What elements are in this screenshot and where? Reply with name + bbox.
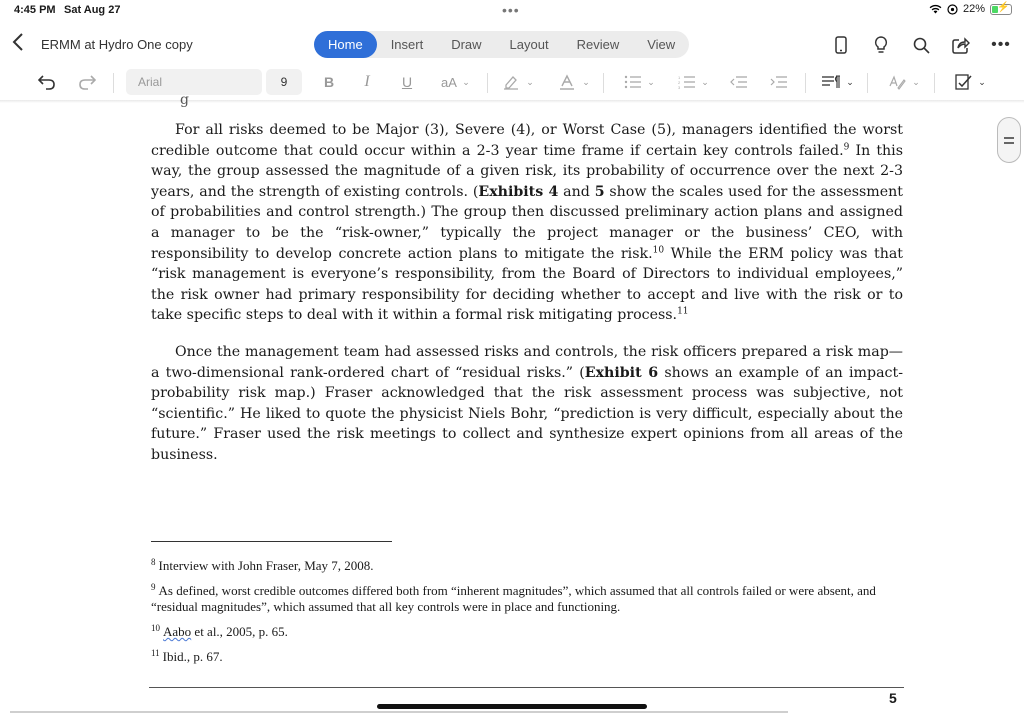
increase-indent-button[interactable] xyxy=(768,66,790,98)
text-run: shows an example of an impact-probability risk map.) Fraser acknowledged that the risk assessment process was subjective, not “scientific.” He liked to quote the physicist Niels Bohr, “prediction is very difficult, especially about the future.” Fraser used the risk meetings to collect and synthesize expert opinions from all areas of the business. xyxy=(151,364,903,463)
page-footer-rule xyxy=(149,687,904,688)
tab-review[interactable]: Review xyxy=(576,37,620,52)
tab-draw[interactable]: Draw xyxy=(451,37,482,52)
toolbar-shadow xyxy=(0,100,1024,103)
exhibit-ref: Exhibit 6 xyxy=(584,364,659,381)
text-run: In this way, the group assessed the magnitude of a given risk, its probability of occurrence over the next 2-3 years, and the strength of existing controls. ( xyxy=(151,142,904,200)
chevron-down-icon: ⌄ xyxy=(701,76,709,87)
redo-button[interactable] xyxy=(74,66,100,98)
lightbulb-icon xyxy=(874,36,888,54)
svg-text:2: 2 xyxy=(678,80,681,85)
status-indicators xyxy=(929,3,1012,15)
share-button[interactable] xyxy=(948,33,974,57)
highlight-button[interactable] xyxy=(500,66,522,98)
undo-button[interactable] xyxy=(34,66,60,98)
svg-text:3: 3 xyxy=(678,85,681,89)
page-number: 5 xyxy=(889,690,897,706)
highlighter-icon xyxy=(503,74,519,90)
exhibit-ref: 5 xyxy=(594,183,605,200)
document-title[interactable]: ERMM at Hydro One copy xyxy=(41,37,193,52)
footnote-text: et al., 2005, p. 65. xyxy=(191,624,288,639)
text-run: and xyxy=(558,183,595,200)
bullets-button[interactable] xyxy=(622,66,644,98)
chevron-down-icon: ⌄ xyxy=(526,76,534,87)
toolbar-divider xyxy=(113,73,114,93)
text-run: Once the management team had assessed risks and controls, the risk officers prepared a risk map—a two-dimensional rank-ordered chart of “residual risks.” ( xyxy=(151,344,903,381)
indent-icon xyxy=(770,75,788,89)
status-time: 4:45 PM xyxy=(14,4,56,16)
body-paragraph[interactable] xyxy=(151,342,903,466)
share-icon xyxy=(952,37,970,54)
editor-check-icon xyxy=(953,73,973,91)
chevron-down-icon: ⌄ xyxy=(912,76,920,87)
battery-icon: ⚡ xyxy=(990,4,1012,15)
app-header xyxy=(0,28,1024,62)
font-name-field[interactable]: Arial xyxy=(126,69,262,95)
chevron-down-icon: ⌄ xyxy=(462,76,470,87)
footnote[interactable] xyxy=(151,649,903,665)
chevron-left-icon xyxy=(12,32,24,52)
footnote-ref[interactable]: 10 xyxy=(652,244,665,255)
italic-button[interactable]: I xyxy=(364,73,370,90)
footnote-number: 10 xyxy=(151,622,160,633)
paragraph-format-button[interactable] xyxy=(820,66,842,98)
page-edge xyxy=(10,711,788,713)
footnote[interactable] xyxy=(151,558,903,574)
text-run: show the scales used for the assessment of probabilities and control strength.) The group then discussed preliminary action plans and assigned a manager to be the “risk-owner,” typically the project manager or the business’ CEO, with responsibility to develop concrete action plans to mitigate the risk. xyxy=(151,183,903,262)
formatting-toolbar xyxy=(0,66,1024,98)
home-indicator[interactable] xyxy=(377,704,647,709)
search-button[interactable] xyxy=(908,33,934,57)
toolbar-divider xyxy=(603,73,604,93)
footnote[interactable] xyxy=(151,624,903,640)
footnote-number: 8 xyxy=(151,556,156,567)
underline-button[interactable]: U xyxy=(401,74,413,90)
document-page[interactable] xyxy=(0,92,1024,715)
footnote-text: Interview with John Fraser, May 7, 2008. xyxy=(158,558,374,573)
wifi-icon xyxy=(929,4,942,14)
more-options-button[interactable] xyxy=(988,33,1014,57)
footnote-number: 11 xyxy=(151,647,160,658)
chevron-down-icon: ⌄ xyxy=(647,76,655,87)
tab-home[interactable]: Home xyxy=(314,31,377,58)
tab-view[interactable]: View xyxy=(647,37,676,52)
toolbar-divider xyxy=(934,73,935,93)
numbered-list-icon xyxy=(678,75,696,89)
toolbar-divider xyxy=(487,73,488,93)
editor-button[interactable] xyxy=(952,66,974,98)
location-icon xyxy=(947,4,958,15)
decrease-indent-button[interactable] xyxy=(728,66,750,98)
more-icon: ••• xyxy=(991,36,1011,53)
footnote[interactable] xyxy=(151,583,903,615)
font-color-icon xyxy=(559,74,575,90)
scroll-handle[interactable] xyxy=(997,117,1021,163)
paragraph-align-icon xyxy=(821,75,841,89)
mobile-view-button[interactable] xyxy=(828,33,854,57)
back-button[interactable] xyxy=(8,32,28,58)
font-color-button[interactable] xyxy=(556,66,578,98)
chevron-down-icon: ⌄ xyxy=(846,76,854,87)
footnote-number: 9 xyxy=(151,581,156,592)
chevron-down-icon: ⌄ xyxy=(978,76,986,87)
footnote-text: As defined, worst credible outcomes differed both from “inherent magnitudes”, which assumed that all controls failed or were absent, and “residual magnitudes”, which assumed that all key controls were in place and functioning. xyxy=(151,583,876,614)
search-icon xyxy=(913,37,930,54)
styles-button[interactable] xyxy=(886,66,908,98)
chevron-down-icon: ⌄ xyxy=(582,76,590,87)
bold-button[interactable]: B xyxy=(323,74,335,90)
text-size-button[interactable]: aA xyxy=(441,74,457,90)
phone-icon xyxy=(835,36,847,54)
spelling-flag[interactable]: Aabo xyxy=(163,624,192,639)
styles-pen-icon xyxy=(888,74,906,90)
numbering-button[interactable] xyxy=(676,66,698,98)
body-paragraph[interactable] xyxy=(151,120,903,326)
font-size-field[interactable]: 9 xyxy=(266,69,302,95)
multitasking-dots-icon[interactable]: ••• xyxy=(502,2,520,18)
ideas-button[interactable] xyxy=(868,33,894,57)
previous-line-fragment: g xyxy=(180,92,189,108)
tab-layout[interactable]: Layout xyxy=(509,37,549,52)
redo-icon xyxy=(78,74,96,90)
text-run: While the ERM policy was that “risk management is everyone’s responsibility, from the Board of Directors to individual employees,” the risk owner had primary responsibility for deciding whether to accept and live with the risk or to take specific steps to deal with it within a formal risk mitigating process. xyxy=(151,245,903,324)
toolbar-divider xyxy=(867,73,868,93)
status-bar xyxy=(0,0,1024,22)
footnote-separator xyxy=(151,541,392,542)
tab-insert[interactable]: Insert xyxy=(390,37,424,52)
footnote-text: Ibid., p. 67. xyxy=(162,649,223,664)
toolbar-divider xyxy=(805,73,806,93)
outdent-icon xyxy=(730,75,748,89)
battery-percent: 22% xyxy=(962,3,985,15)
footnote-ref[interactable]: 11 xyxy=(677,306,689,317)
footnote-ref[interactable]: 9 xyxy=(843,141,850,152)
text-run: For all risks deemed to be Major (3), Severe (4), or Worst Case (5), managers identified the worst credible outcome that could occur within a 2-3 year time frame if certain key controls failed. xyxy=(151,122,903,159)
header-actions xyxy=(828,33,1014,57)
svg-text:1: 1 xyxy=(678,75,681,80)
ribbon-tabs xyxy=(314,31,689,58)
undo-icon xyxy=(38,74,56,90)
exhibit-ref: Exhibits 4 xyxy=(478,183,559,200)
bullet-list-icon xyxy=(624,75,642,89)
status-date: Sat Aug 27 xyxy=(64,4,121,16)
